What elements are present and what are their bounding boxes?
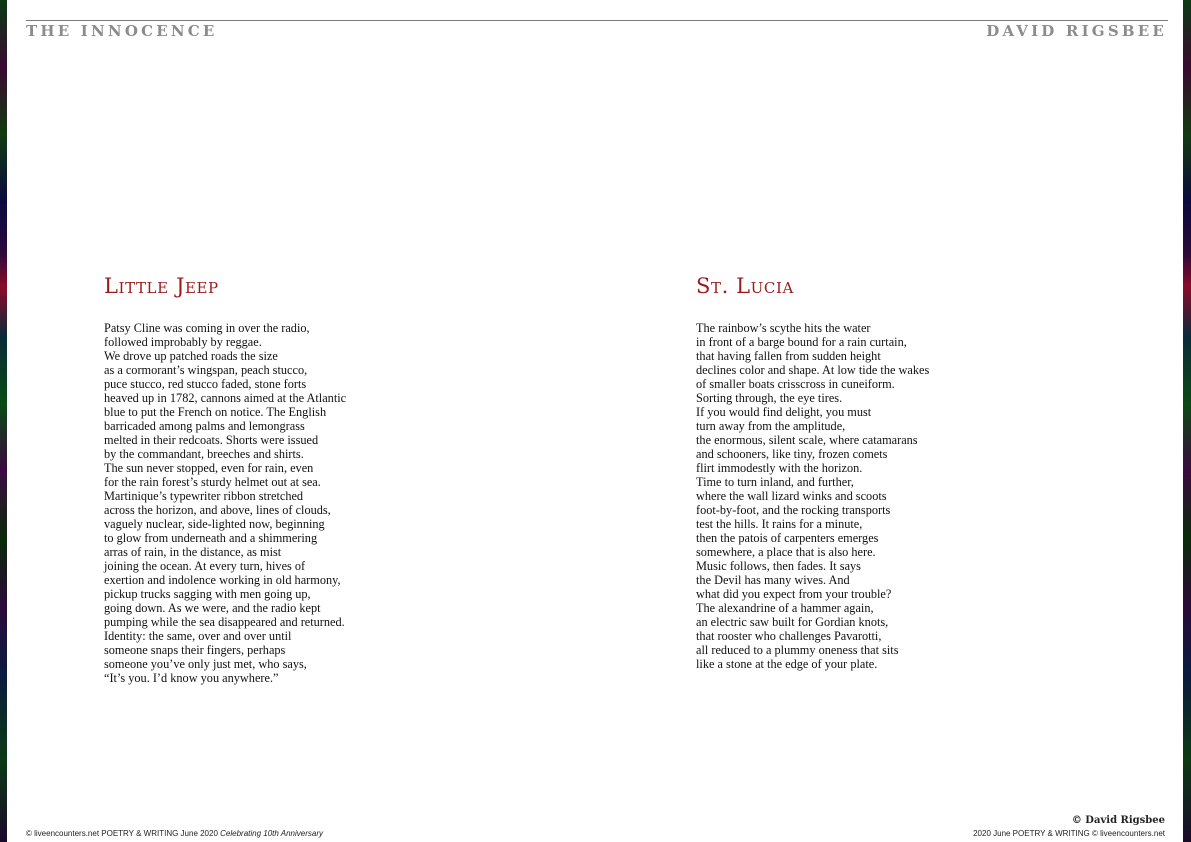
- poem-line: blue to put the French on notice. The English: [104, 405, 327, 419]
- poem-title: Little Jeep: [104, 274, 219, 298]
- poem-line: If you would find delight, you must: [696, 405, 872, 419]
- poem-line: melted in their redcoats. Shorts were issued: [104, 433, 319, 447]
- poem-line: puce stucco, red stucco faded, stone forts: [104, 377, 307, 391]
- poem-line: across the horizon, and above, lines of clouds,: [104, 503, 331, 517]
- poem-line: Music follows, then fades. It says: [696, 559, 861, 573]
- poem-line: test the hills. It rains for a minute,: [696, 517, 863, 531]
- poem-line: that rooster who challenges Pavarotti,: [696, 629, 882, 643]
- poem-st-lucia: [696, 272, 929, 671]
- running-head-left: THE INNOCENCE: [26, 22, 218, 40]
- poem-body: [696, 321, 929, 671]
- poem-line: the enormous, silent scale, where catamarans: [696, 433, 918, 447]
- poem-line: turn away from the amplitude,: [696, 419, 846, 433]
- poem-line: “It’s you. I’d know you anywhere.”: [104, 671, 279, 685]
- poem-line: someone you’ve only just met, who says,: [104, 657, 307, 671]
- poem-line: by the commandant, breeches and shirts.: [104, 447, 304, 461]
- poem-line: barricaded among palms and lemongrass: [104, 419, 305, 433]
- poem-line: then the patois of carpenters emerges: [696, 531, 879, 545]
- poem-line: The sun never stopped, even for rain, even: [104, 461, 314, 475]
- poem-line: that having fallen from sudden height: [696, 349, 881, 363]
- poem-title: St. Lucia: [696, 274, 794, 298]
- poem-line: someone snaps their fingers, perhaps: [104, 643, 286, 657]
- footer-right: 2020 June POETRY & WRITING © liveencounters.net: [973, 829, 1165, 838]
- poem-line: like a stone at the edge of your plate.: [696, 657, 878, 671]
- header-rule: [26, 20, 1168, 21]
- poem-body: [104, 321, 346, 685]
- poem-line: where the wall lizard winks and scoots: [696, 489, 887, 503]
- poem-line: vaguely nuclear, side-lighted now, beginning: [104, 517, 325, 531]
- poem-line: for the rain forest’s sturdy helmet out at sea.: [104, 475, 321, 489]
- poem-line: joining the ocean. At every turn, hives of: [104, 559, 306, 573]
- poem-line: heaved up in 1782, cannons aimed at the Atlantic: [104, 391, 347, 405]
- poem-line: Identity: the same, over and over until: [104, 629, 292, 643]
- copyright-notice: © David Rigsbee: [1071, 815, 1165, 826]
- poem-line: Martinique’s typewriter ribbon stretched: [104, 489, 304, 503]
- footer-left-italic: Celebrating 10th Anniversary: [220, 829, 324, 838]
- footer-left-text: © liveencounters.net POETRY & WRITING June 2020: [26, 829, 221, 838]
- poem-line: and schooners, like tiny, frozen comets: [696, 447, 888, 461]
- poem-line: as a cormorant’s wingspan, peach stucco,: [104, 363, 308, 377]
- poem-line: Patsy Cline was coming in over the radio,: [104, 321, 310, 335]
- poem-line: what did you expect from your trouble?: [696, 587, 892, 601]
- poem-line: in front of a barge bound for a rain curtain,: [696, 335, 907, 349]
- poem-line: Sorting through, the eye tires.: [696, 391, 843, 405]
- poem-line: The rainbow’s scythe hits the water: [696, 321, 871, 335]
- poem-line: The alexandrine of a hammer again,: [696, 601, 874, 615]
- poem-line: declines color and shape. At low tide the wakes: [696, 363, 930, 377]
- right-decorative-edge: [1183, 0, 1191, 842]
- poem-line: followed improbably by reggae.: [104, 335, 262, 349]
- poem-line: the Devil has many wives. And: [696, 573, 850, 587]
- poem-line: flirt immodestly with the horizon.: [696, 461, 863, 475]
- poem-little-jeep: [104, 272, 346, 685]
- poem-line: an electric saw built for Gordian knots,: [696, 615, 889, 629]
- poem-line: Time to turn inland, and further,: [696, 475, 854, 489]
- poem-line: We drove up patched roads the size: [104, 349, 278, 363]
- left-decorative-edge: [0, 0, 7, 842]
- poem-line: arras of rain, in the distance, as mist: [104, 545, 282, 559]
- footer-left: [26, 829, 323, 838]
- running-head-right: DAVID RIGSBEE: [986, 22, 1167, 40]
- poem-line: of smaller boats crisscross in cuneiform.: [696, 377, 895, 391]
- poem-line: foot-by-foot, and the rocking transports: [696, 503, 891, 517]
- poem-line: to glow from underneath and a shimmering: [104, 531, 318, 545]
- poem-line: pumping while the sea disappeared and returned.: [104, 615, 345, 629]
- poem-line: somewhere, a place that is also here.: [696, 545, 876, 559]
- poem-line: going down. As we were, and the radio kept: [104, 601, 321, 615]
- poem-line: pickup trucks sagging with men going up,: [104, 587, 311, 601]
- poem-line: exertion and indolence working in old harmony,: [104, 573, 341, 587]
- poem-line: all reduced to a plummy oneness that sits: [696, 643, 899, 657]
